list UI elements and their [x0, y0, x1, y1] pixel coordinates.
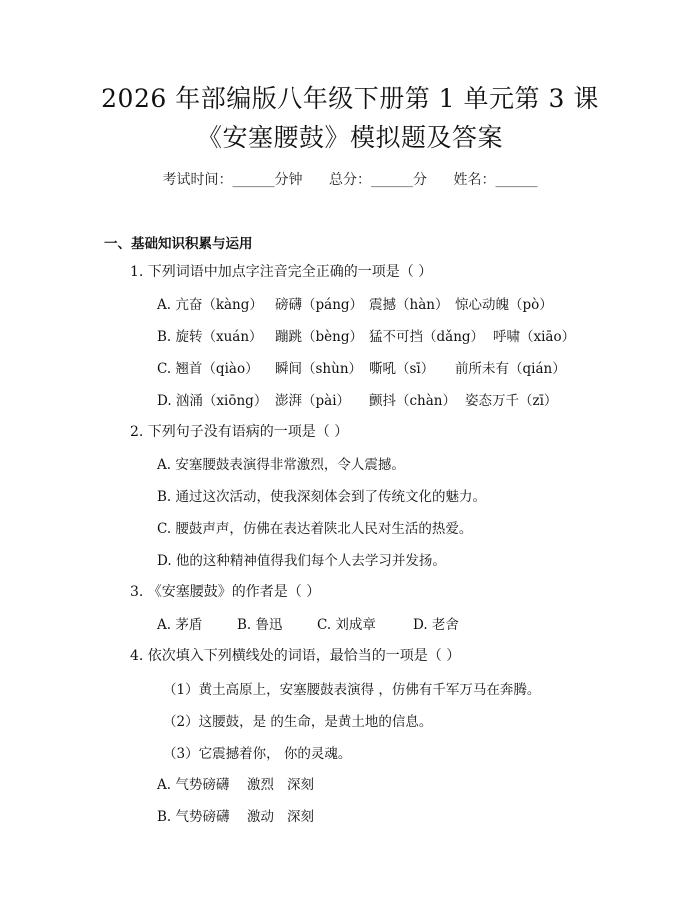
option-cell: 瞬间（shùn）: [275, 361, 363, 377]
option-cell: 姿态万千（zī）: [465, 393, 558, 409]
question-4-sentence-1: （1）黄土高原上，安塞腰鼓表演得 ，仿佛有千军万马在奔腾。: [163, 682, 541, 698]
question-2-option-d: D. 他的这种精神值得我们每个人去学习并发扬。: [157, 553, 446, 569]
question-1-option-b: [157, 325, 575, 345]
option-cell: 猛不可挡（dǎng）: [369, 329, 485, 345]
question-4-option-b: [157, 805, 314, 825]
exam-time-field: 考试时间：______分钟: [162, 172, 303, 188]
option-cell: D. 汹涌（xiōng）: [157, 393, 268, 409]
option-cell: A. 茅盾: [157, 617, 203, 633]
question-3-options: [157, 613, 459, 633]
option-cell: 激动: [247, 809, 274, 825]
name-field: 姓名：______: [453, 172, 538, 188]
question-2-stem: 2. 下列句子没有语病的一项是（ ）: [130, 424, 349, 440]
question-1-stem: 1. 下列词语中加点字注音完全正确的一项是（ ）: [130, 264, 433, 280]
page-title-line2: 《安塞腰鼓》模拟题及答案: [196, 123, 503, 152]
option-cell: A. 气势磅礴: [157, 777, 230, 793]
option-cell: 深刻: [287, 809, 314, 825]
option-cell: C. 刘成章: [317, 617, 376, 633]
option-cell: 蹦跳（bèng）: [275, 329, 363, 345]
question-4-sentence-2: （2）这腰鼓，是 的生命，是黄土地的信息。: [163, 714, 433, 730]
option-cell: C. 翘首（qiào）: [157, 361, 259, 377]
option-cell: 磅礴（páng）: [275, 297, 364, 313]
option-cell: B. 旋转（xuán）: [157, 329, 263, 345]
option-cell: B. 气势磅礴: [157, 809, 230, 825]
question-2-option-b: B. 通过这次活动，使我深刻体会到了传统文化的魅力。: [157, 489, 487, 505]
option-cell: 颤抖（chàn）: [369, 393, 456, 409]
option-cell: B. 鲁迅: [237, 617, 283, 633]
question-1-option-a: [157, 293, 553, 313]
option-cell: D. 老舍: [413, 617, 459, 633]
question-4-option-a: [157, 773, 314, 793]
option-cell: 呼啸（xiāo）: [493, 329, 576, 345]
question-3-stem: 3. 《安塞腰鼓》的作者是（ ）: [130, 584, 321, 600]
option-cell: 激烈: [247, 777, 274, 793]
question-4-sentence-3: （3）它震撼着你， 你的灵魂。: [163, 746, 352, 762]
question-1-option-c: [157, 357, 566, 377]
option-cell: A. 亢奋（kàng）: [157, 297, 263, 313]
option-cell: 震撼（hàn）: [369, 297, 449, 313]
total-score-field: 总分：______分: [329, 172, 427, 188]
question-4-stem: 4. 依次填入下列横线处的词语，最恰当的一项是（ ）: [130, 648, 461, 664]
question-2-option-a: A. 安塞腰鼓表演得非常激烈，令人震撼。: [157, 457, 405, 473]
question-2-option-c: C. 腰鼓声声，仿佛在表达着陕北人民对生活的热爱。: [157, 521, 473, 537]
section-heading: 一、基础知识积累与运用: [104, 236, 253, 252]
option-cell: 惊心动魄（pò）: [455, 297, 553, 313]
page-title-line1: 2026 年部编版八年级下册第 1 单元第 3 课: [101, 84, 599, 113]
option-cell: 澎湃（pài）: [275, 393, 351, 409]
option-cell: 深刻: [287, 777, 314, 793]
question-1-option-d: [157, 389, 557, 409]
option-cell: 嘶吼（sī）: [369, 361, 435, 377]
option-cell: 前所未有（qián）: [455, 361, 566, 377]
exam-info-line: [0, 169, 700, 189]
